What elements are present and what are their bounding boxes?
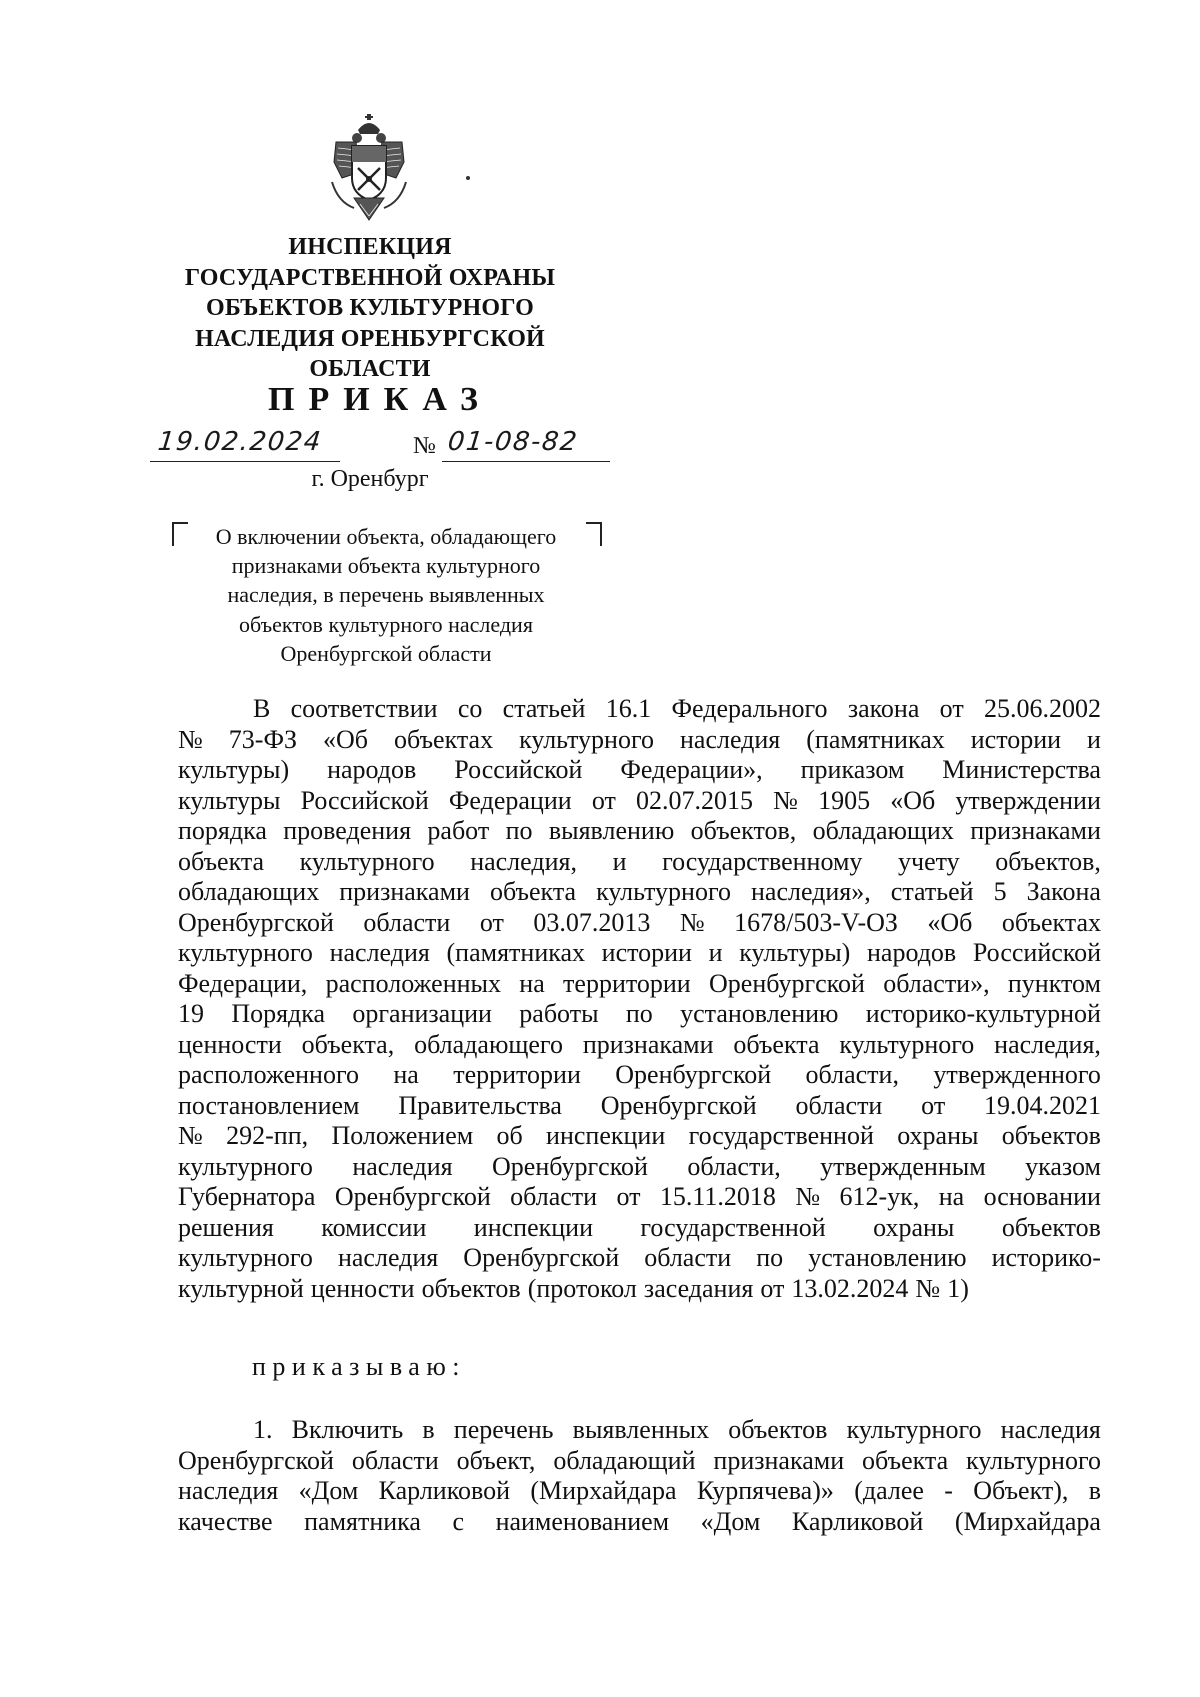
agency-line: ОБЛАСТИ bbox=[309, 356, 431, 382]
text-line: № 292-пп, Положением об инспекции государственной охраны объектов bbox=[178, 1121, 1101, 1150]
text-line: наследия «Дом Карликовой (Мирхайдара Курпячева)» (далее - Объект), в bbox=[178, 1476, 1101, 1505]
text-line: Оренбургской области от 03.07.2013 № 1678/503-V-ОЗ «Об объектах bbox=[178, 907, 1101, 937]
text-line: решения комиссии инспекции государственной охраны объектов bbox=[178, 1212, 1101, 1242]
scan-speck bbox=[466, 176, 470, 180]
text-line: Оренбургской области объект, обладающий признаками объекта культурного bbox=[178, 1445, 1101, 1475]
text-line: постановлением Правительства Оренбургской области от 19.04.2021 bbox=[178, 1090, 1101, 1120]
subject-line: О включении объекта, обладающего bbox=[215, 524, 557, 549]
agency-line: ИНСПЕКЦИЯ bbox=[288, 234, 452, 260]
subject-line: признаками объекта культурного bbox=[231, 553, 541, 579]
number-underline bbox=[442, 461, 610, 462]
text-line: качестве памятника с наименованием «Дом Карликовой (Мирхайдара bbox=[178, 1506, 1101, 1536]
subject-line: Оренбургской области bbox=[280, 640, 492, 666]
text-line: 1. Включить в перечень выявленных объектов культурного наследия bbox=[253, 1415, 1101, 1444]
text-line: обладающих признаками объекта культурного наследия», статьей 5 Закона bbox=[178, 877, 1101, 906]
text-line: культурного наследия Оренбургской области, утвержденным указом bbox=[178, 1151, 1101, 1181]
coat-of-arms-icon bbox=[330, 112, 408, 226]
text-line: расположенного на территории Оренбургской области, утвержденного bbox=[178, 1060, 1101, 1089]
agency-line: ОБЪЕКТОВ КУЛЬТУРНОГО bbox=[205, 295, 535, 321]
text-line: культурного наследия Оренбургской области по установлению историко- bbox=[178, 1243, 1101, 1272]
text-line: культуры) народов Российской Федерации», приказом Министерства bbox=[178, 755, 1101, 784]
text-line: объекта культурного наследия, и государственному учету объектов, bbox=[178, 846, 1101, 876]
agency-line: ГОСУДАРСТВЕННОЙ ОХРАНЫ bbox=[184, 264, 556, 291]
subject-text bbox=[186, 522, 586, 668]
text-line: культуры Российской Федерации от 02.07.2015 № 1905 «Об утверждении bbox=[178, 785, 1101, 815]
agency-line: НАСЛЕДИЯ ОРЕНБУРГСКОЙ bbox=[195, 325, 545, 352]
subject-block bbox=[168, 518, 608, 668]
handwritten-number: 01-08-82 bbox=[446, 427, 580, 457]
document-type-title: ПРИКАЗ bbox=[268, 381, 492, 418]
text-line: 19 Порядка организации работы по установлению историко-культурной bbox=[178, 999, 1101, 1028]
text-line: Федерации, расположенных на территории Оренбургской области», пунктом bbox=[178, 968, 1101, 998]
order-word: приказываю: bbox=[252, 1352, 466, 1381]
item-1-paragraph bbox=[178, 1415, 1101, 1537]
text-line: В соответствии со статьей 16.1 Федерального закона от 25.06.2002 bbox=[253, 694, 1101, 723]
number-label: № bbox=[413, 433, 436, 459]
text-line: Губернатора Оренбургской области от 15.11.2018 № 612-ук, на основании bbox=[178, 1182, 1101, 1211]
text-line: порядка проведения работ по выявлению объектов, обладающих признаками bbox=[178, 816, 1101, 845]
agency-name bbox=[160, 232, 580, 385]
subject-line: объектов культурного наследия bbox=[239, 611, 533, 637]
handwritten-date: 19.02.2024 bbox=[156, 427, 324, 457]
text-line: № 73-ФЗ «Об объектах культурного наследия (памятниках истории и bbox=[178, 724, 1101, 754]
text-line: культурного наследия (памятниках истории и культуры) народов Российской bbox=[178, 938, 1101, 967]
right-corner-bracket bbox=[586, 522, 602, 546]
text-line: культурной ценности объектов (протокол заседания от 13.02.2024 № 1) bbox=[178, 1273, 969, 1303]
preamble-paragraph bbox=[178, 694, 1101, 1304]
subject-line: наследия, в перечень выявленных bbox=[227, 582, 545, 608]
date-number-line bbox=[150, 425, 620, 469]
text-line: ценности объекта, обладающего признаками объекта культурного наследия, bbox=[178, 1029, 1101, 1059]
city-name: г. Оренбург bbox=[311, 466, 429, 492]
date-underline bbox=[150, 461, 340, 462]
